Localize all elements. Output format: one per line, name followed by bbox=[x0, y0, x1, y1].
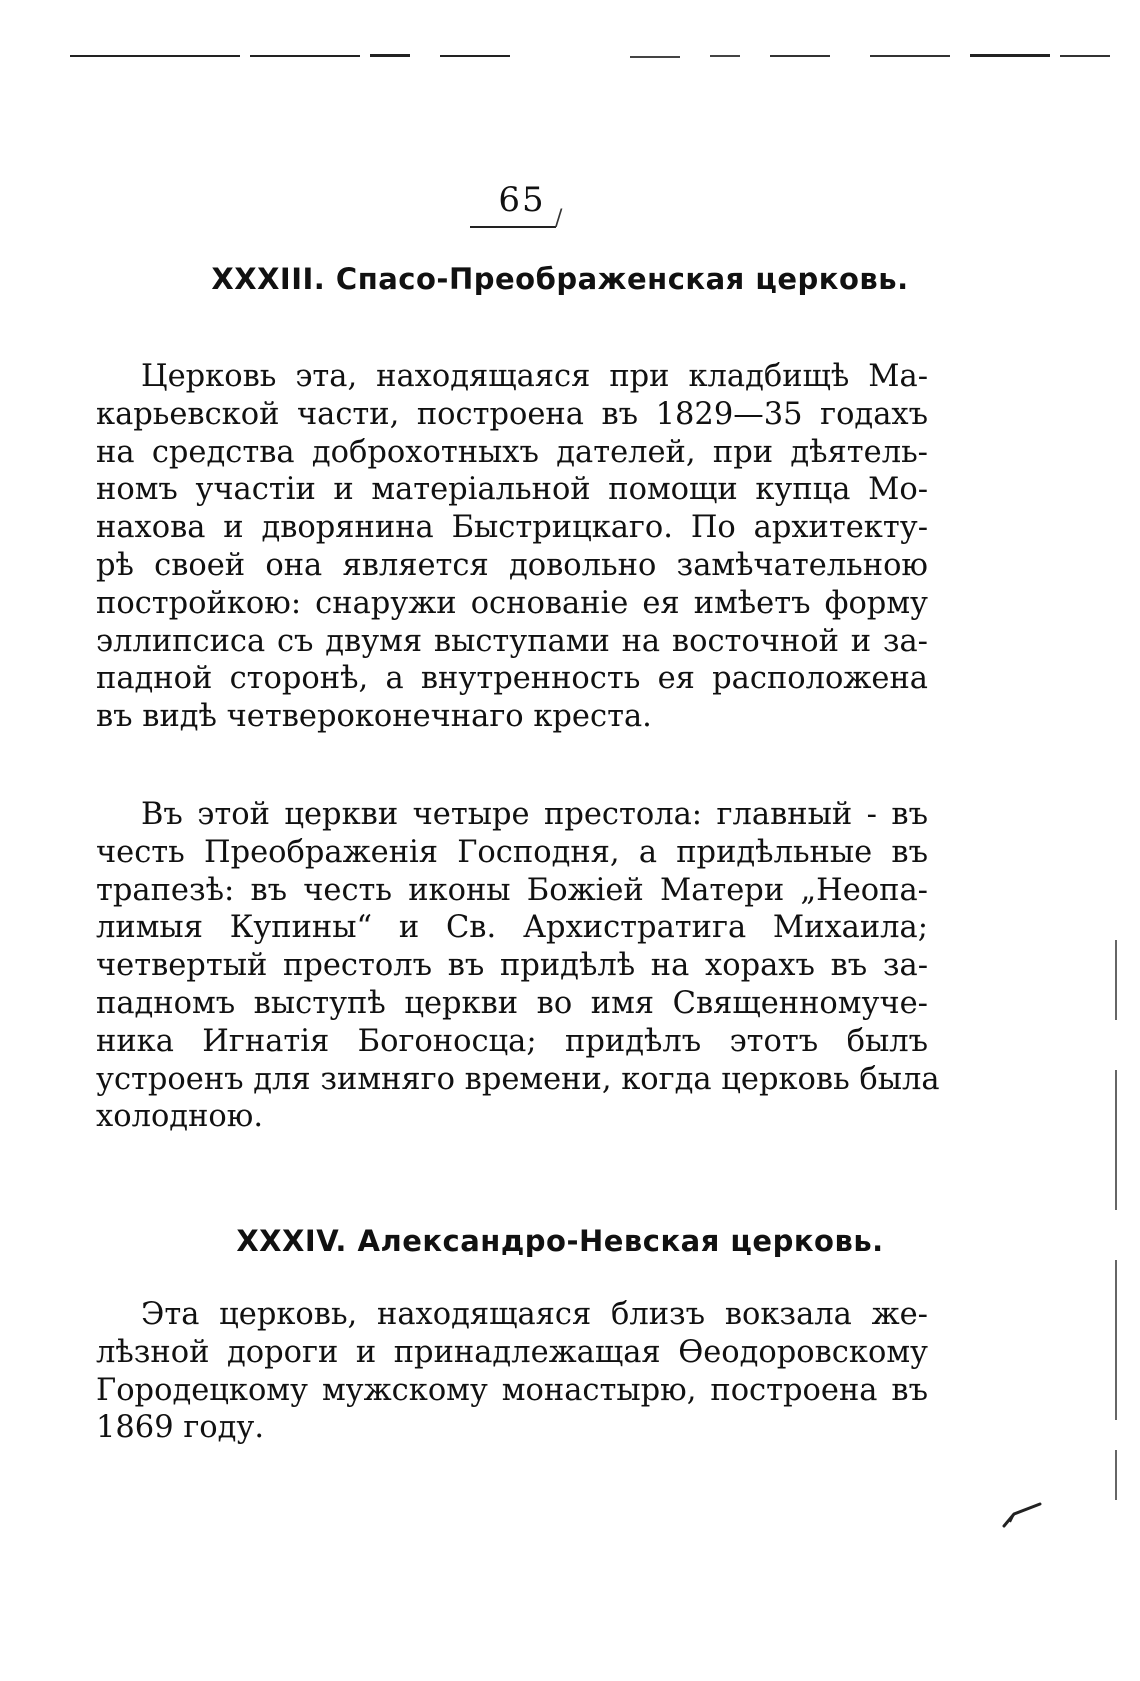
text-line: устроенъ для зимняго времени, когда церковь была bbox=[96, 1061, 940, 1097]
section-heading-xxxiii: XXXIII. Спасо-Преображенская церковь. bbox=[211, 262, 909, 296]
text-line: лѣзной дороги и принадлежащая Ѳеодоровскому bbox=[96, 1334, 928, 1370]
right-margin-edge bbox=[1112, 940, 1120, 1500]
paragraph-nevsky-description bbox=[96, 1296, 928, 1447]
text-line: рѣ своей она является довольно замѣчательною bbox=[96, 547, 928, 583]
text-line: падномъ выступѣ церкви во имя Священномуче- bbox=[96, 985, 928, 1021]
text-line: въ видѣ четвероконечнаго креста. bbox=[96, 699, 652, 735]
section-heading-xxxiv: XXXIV. Александро-Невская церковь. bbox=[236, 1224, 884, 1258]
page-number-underline bbox=[470, 226, 556, 228]
text-line: трапезѣ: въ честь иконы Божіей Матери „Неопа- bbox=[96, 872, 928, 908]
pencil-mark-icon bbox=[1000, 1500, 1046, 1530]
text-line: Эта церковь, находящаяся близъ вокзала же- bbox=[141, 1297, 928, 1332]
text-line: лимыя Купины“ и Св. Архистратига Михаила; bbox=[96, 910, 928, 946]
text-line: холодною. bbox=[96, 1099, 264, 1135]
paragraph-spaso-description bbox=[96, 358, 928, 736]
text-line: Церковь эта, находящаяся при кладбищѣ Ма- bbox=[141, 359, 928, 394]
text-line: карьевской части, построена въ 1829—35 годахъ bbox=[96, 396, 928, 432]
top-rule-line bbox=[70, 52, 1120, 60]
text-line: честь Преображенія Господня, а придѣльные въ bbox=[96, 834, 928, 870]
page-number: 65 bbox=[498, 180, 546, 220]
paragraph-spaso-altars bbox=[96, 796, 940, 1136]
text-line: 1869 году. bbox=[96, 1410, 265, 1446]
text-line: ника Игнатія Богоносца; придѣлъ этотъ былъ bbox=[96, 1023, 928, 1059]
text-line: на средства доброхотныхъ дателей, при дѣятель- bbox=[96, 434, 928, 470]
text-line: постройкою: снаружи основаніе ея имѣетъ форму bbox=[96, 585, 928, 621]
text-line: Городецкому мужскому монастырю, построена въ bbox=[96, 1372, 928, 1408]
text-line: четвертый престолъ въ придѣлѣ на хорахъ въ за- bbox=[96, 948, 928, 984]
text-line: падной сторонѣ, а внутренность ея расположена bbox=[96, 661, 928, 697]
text-line: эллипсиса съ двумя выступами на восточной и за- bbox=[96, 623, 928, 659]
text-line: нахова и дворянина Быстрицкаго. По архитекту- bbox=[96, 510, 928, 546]
text-line: номъ участіи и матеріальной помощи купца Мо- bbox=[96, 472, 928, 508]
page-number-tick-mark: / bbox=[555, 206, 563, 231]
text-line: Въ этой церкви четыре престола: главный - въ bbox=[141, 797, 928, 832]
